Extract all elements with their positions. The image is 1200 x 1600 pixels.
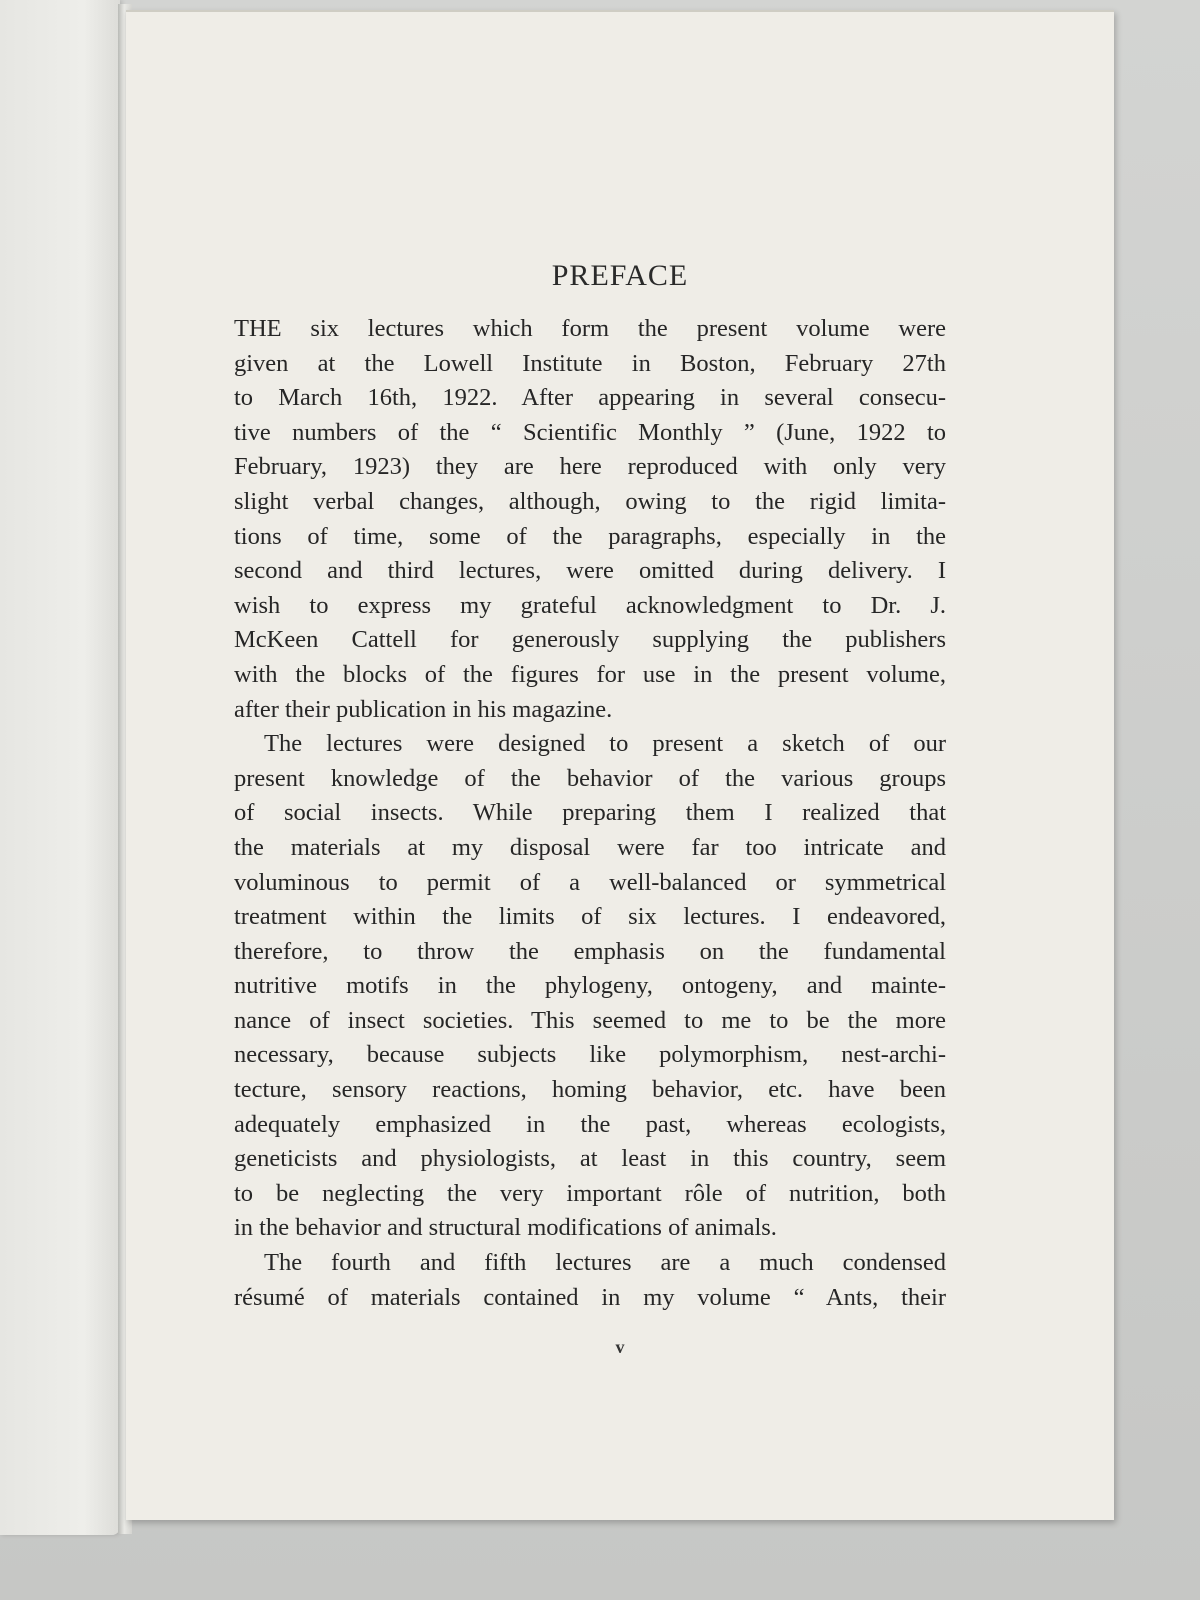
text-line: to March 16th, 1922. After appearing in several consecu- (234, 384, 946, 412)
text-line: in the behavior and structural modifications of animals. (234, 1214, 777, 1242)
text-line: of social insects. While preparing them I realized that (234, 799, 946, 827)
text-line: voluminous to permit of a well-balanced or symmetrical (234, 868, 946, 896)
text-line: THE six lectures which form the present volume were (234, 315, 946, 342)
text-line: necessary, because subjects like polymorphism, nest-archi- (234, 1041, 946, 1069)
text-line: wish to express my grateful acknowledgment to Dr. J. (234, 591, 946, 619)
text-line: slight verbal changes, although, owing to the rigid limita- (234, 487, 946, 515)
text-line: given at the Lowell Institute in Boston, February 27th (234, 349, 946, 377)
text-line: adequately emphasized in the past, whereas ecologists, (234, 1110, 946, 1138)
text-line: tive numbers of the “ Scientific Monthly ” (June, 1922 to (234, 418, 946, 446)
text-line: geneticists and physiologists, at least in this country, seem (234, 1145, 946, 1173)
text-line: tions of time, some of the paragraphs, especially in the (234, 522, 946, 550)
text-line: with the blocks of the figures for use in the present volume, (234, 660, 946, 688)
text-line: second and third lectures, were omitted during delivery. I (234, 557, 946, 585)
text-line: The lectures were designed to present a sketch of our (264, 730, 946, 758)
text-line: therefore, to throw the emphasis on the fundamental (234, 937, 946, 965)
text-line: February, 1923) they are here reproduced with only very (234, 453, 946, 481)
preface-text (234, 312, 946, 1315)
left-page-edge (0, 0, 120, 1535)
text-line: nance of insect societies. This seemed to me to be the more (234, 1006, 946, 1034)
text-line: résumé of materials contained in my volume “ Ants, their (234, 1283, 946, 1311)
text-line: the materials at my disposal were far too intricate and (234, 833, 946, 861)
book-page (126, 10, 1114, 1520)
text-line: present knowledge of the behavior of the various groups (234, 764, 946, 792)
text-line: to be neglecting the very important rôle of nutrition, both (234, 1179, 946, 1207)
text-line: nutritive motifs in the phylogeny, ontogeny, and mainte- (234, 972, 946, 1000)
page-title: PREFACE (551, 259, 689, 292)
text-line: The fourth and fifth lectures are a much condensed (264, 1249, 946, 1277)
page-number: v (615, 1337, 625, 1357)
text-line: tecture, sensory reactions, homing behavior, etc. have been (234, 1076, 946, 1104)
text-line: treatment within the limits of six lectures. I endeavored, (234, 903, 946, 931)
text-line: after their publication in his magazine. (234, 695, 613, 723)
text-line: McKeen Cattell for generously supplying the publishers (234, 626, 946, 654)
